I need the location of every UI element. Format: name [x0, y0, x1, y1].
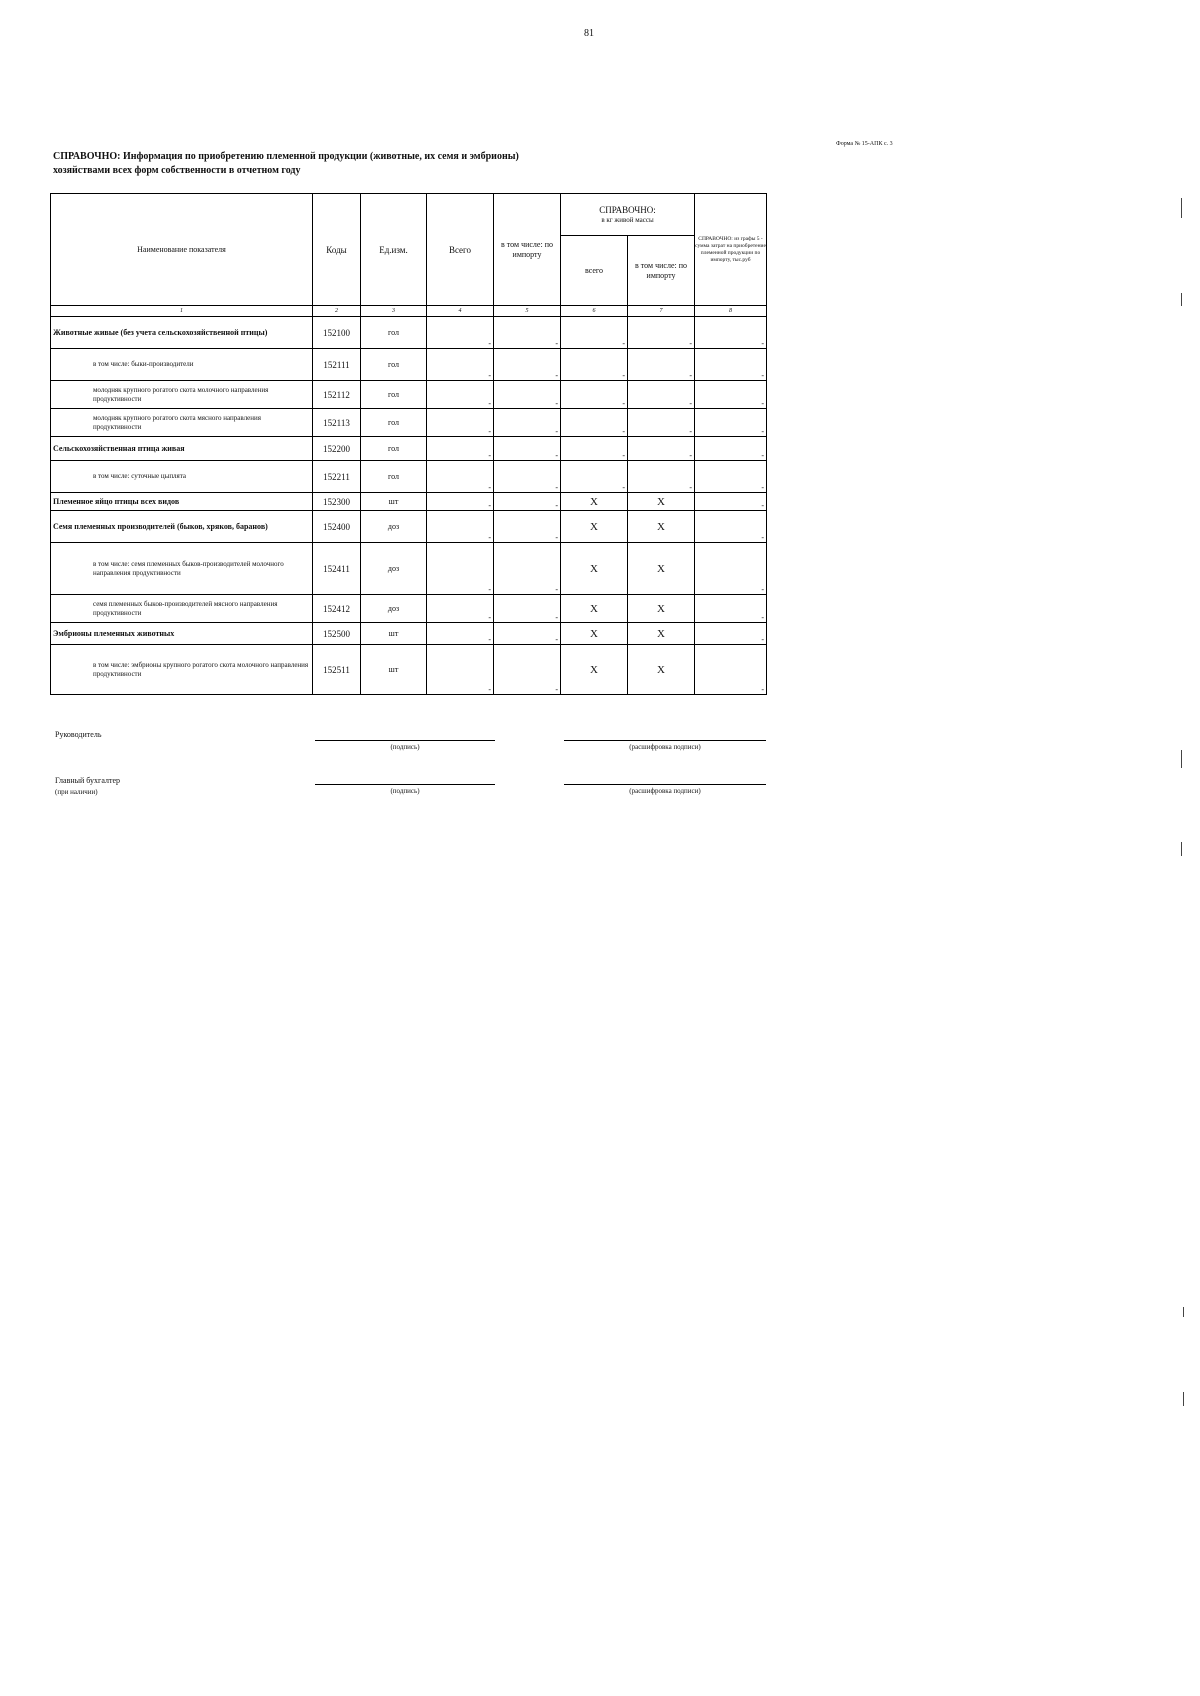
indicator-unit: гол	[361, 349, 427, 381]
accountant-signature-caption: (подпись)	[390, 787, 420, 795]
table-row	[51, 461, 767, 493]
indicator-unit: гол	[361, 461, 427, 493]
value-total: -	[427, 511, 494, 543]
header-total: Всего	[427, 194, 494, 306]
value-total: -	[427, 461, 494, 493]
document-title	[53, 150, 773, 178]
table-row	[51, 493, 767, 511]
indicator-code: 152400	[313, 511, 361, 543]
title-line-1: СПРАВОЧНО: Информация по приобретению племенной продукции (животные, их семя и эмбрионы)	[53, 151, 519, 162]
header-ref-subtitle: в кг живой массы	[601, 215, 654, 224]
value-ref-import: X	[628, 595, 695, 623]
value-total: -	[427, 493, 494, 511]
indicator-name: Сельскохозяйственная птица живая	[51, 437, 313, 461]
value-ref-cost: -	[695, 461, 767, 493]
indicator-name: в том числе: эмбрионы крупного рогатого скота молочного направления продуктивности	[51, 645, 313, 695]
head-decode-line	[564, 740, 766, 741]
table-row	[51, 381, 767, 409]
accountant-note: (при наличии)	[55, 788, 98, 796]
indicator-code: 152211	[313, 461, 361, 493]
table-body	[51, 317, 767, 695]
accountant-decode-line	[564, 784, 766, 785]
scan-mark	[1181, 293, 1182, 306]
value-ref-import: -	[628, 349, 695, 381]
value-ref-import: -	[628, 409, 695, 437]
header-codes: Коды	[313, 194, 361, 306]
indicator-code: 152500	[313, 623, 361, 645]
value-import: -	[494, 493, 561, 511]
indicator-name: в том числе: быки-производители	[51, 349, 313, 381]
scan-mark	[1183, 1392, 1184, 1406]
value-ref-all: X	[561, 623, 628, 645]
value-import: -	[494, 381, 561, 409]
value-import: -	[494, 317, 561, 349]
form-reference: Форма № 15-АПК с. 3	[836, 141, 893, 147]
indicator-unit: гол	[361, 317, 427, 349]
value-ref-import: -	[628, 317, 695, 349]
head-label: Руководитель	[55, 730, 102, 739]
indicator-unit: гол	[361, 409, 427, 437]
value-ref-cost: -	[695, 595, 767, 623]
header-ref-all: всего	[561, 236, 628, 306]
column-number: 3	[361, 306, 427, 317]
indicator-code: 152300	[313, 493, 361, 511]
page-number: 81	[584, 28, 594, 39]
value-ref-cost: -	[695, 645, 767, 695]
indicator-code: 152200	[313, 437, 361, 461]
indicator-name: Животные живые (без учета сельскохозяйственной птицы)	[51, 317, 313, 349]
accountant-signature-line	[315, 784, 495, 785]
indicator-code: 152111	[313, 349, 361, 381]
header-ref-title: СПРАВОЧНО:	[599, 204, 656, 215]
header-import: в том числе: по импорту	[494, 194, 561, 306]
accountant-label: Главный бухгалтер	[55, 776, 120, 785]
value-import: -	[494, 409, 561, 437]
value-ref-import: X	[628, 623, 695, 645]
indicator-name: в том числе: семя племенных быков-производителей молочного направления продуктивности	[51, 543, 313, 595]
value-ref-all: -	[561, 461, 628, 493]
indicator-code: 152511	[313, 645, 361, 695]
column-number: 1	[51, 306, 313, 317]
head-decode-caption: (расшифровка подписи)	[629, 743, 701, 751]
indicator-unit: шт	[361, 493, 427, 511]
column-number: 8	[695, 306, 767, 317]
value-total: -	[427, 645, 494, 695]
table-row	[51, 409, 767, 437]
value-total: -	[427, 543, 494, 595]
indicator-unit: доз	[361, 511, 427, 543]
column-number: 5	[494, 306, 561, 317]
scan-mark	[1183, 1307, 1184, 1317]
indicator-unit: доз	[361, 543, 427, 595]
indicator-code: 152412	[313, 595, 361, 623]
value-import: -	[494, 437, 561, 461]
head-signature-line	[315, 740, 495, 741]
scan-mark	[1181, 198, 1182, 218]
indicator-code: 152411	[313, 543, 361, 595]
indicator-name: молодняк крупного рогатого скота мясного направления продуктивности	[51, 409, 313, 437]
value-import: -	[494, 595, 561, 623]
value-ref-cost: -	[695, 543, 767, 595]
value-import: -	[494, 349, 561, 381]
value-ref-cost: -	[695, 409, 767, 437]
column-number: 4	[427, 306, 494, 317]
value-ref-all: -	[561, 317, 628, 349]
value-ref-all: -	[561, 437, 628, 461]
value-ref-import: X	[628, 645, 695, 695]
value-ref-cost: -	[695, 511, 767, 543]
table-row	[51, 645, 767, 695]
value-ref-all: -	[561, 349, 628, 381]
value-total: -	[427, 409, 494, 437]
indicator-unit: шт	[361, 645, 427, 695]
column-number: 7	[628, 306, 695, 317]
value-total: -	[427, 623, 494, 645]
indicator-code: 152113	[313, 409, 361, 437]
value-ref-cost: -	[695, 317, 767, 349]
value-ref-all: -	[561, 381, 628, 409]
value-ref-cost: -	[695, 349, 767, 381]
value-ref-all: X	[561, 511, 628, 543]
value-ref-import: X	[628, 493, 695, 511]
indicator-unit: доз	[361, 595, 427, 623]
value-ref-cost: -	[695, 623, 767, 645]
header-ref-cost: СПРАВОЧНО: из графы 5 - сумма затрат на приобретение племенной продукции по импорту, тыс.руб	[695, 194, 767, 306]
value-ref-all: X	[561, 595, 628, 623]
table-row	[51, 543, 767, 595]
table-row	[51, 595, 767, 623]
indicator-code: 152100	[313, 317, 361, 349]
scan-mark	[1181, 842, 1182, 856]
value-total: -	[427, 381, 494, 409]
value-import: -	[494, 543, 561, 595]
value-ref-cost: -	[695, 381, 767, 409]
value-import: -	[494, 511, 561, 543]
indicator-name: Племенное яйцо птицы всех видов	[51, 493, 313, 511]
indicator-unit: гол	[361, 381, 427, 409]
indicator-unit: гол	[361, 437, 427, 461]
table-row	[51, 623, 767, 645]
indicator-code: 152112	[313, 381, 361, 409]
indicator-name: в том числе: суточные цыплята	[51, 461, 313, 493]
value-ref-all: -	[561, 409, 628, 437]
value-import: -	[494, 645, 561, 695]
value-ref-all: X	[561, 493, 628, 511]
value-ref-import: -	[628, 381, 695, 409]
header-name: Наименование показателя	[51, 194, 313, 306]
column-number-row	[51, 306, 767, 317]
header-ref-import: в том числе: по импорту	[628, 236, 695, 306]
report-table	[50, 193, 767, 695]
table-row	[51, 511, 767, 543]
table-row	[51, 317, 767, 349]
scan-mark	[1181, 750, 1182, 768]
column-number: 6	[561, 306, 628, 317]
header-unit: Ед.изм.	[361, 194, 427, 306]
indicator-name: семя племенных быков-производителей мясного направления продуктивности	[51, 595, 313, 623]
value-total: -	[427, 349, 494, 381]
value-ref-all: X	[561, 543, 628, 595]
value-ref-import: -	[628, 437, 695, 461]
head-signature-caption: (подпись)	[390, 743, 420, 751]
header-ref-group	[561, 194, 695, 236]
value-ref-cost: -	[695, 437, 767, 461]
indicator-unit: шт	[361, 623, 427, 645]
table-row	[51, 349, 767, 381]
value-import: -	[494, 461, 561, 493]
value-total: -	[427, 595, 494, 623]
value-import: -	[494, 623, 561, 645]
value-ref-import: X	[628, 543, 695, 595]
indicator-name: Эмбрионы племенных животных	[51, 623, 313, 645]
value-ref-cost: -	[695, 493, 767, 511]
value-total: -	[427, 317, 494, 349]
accountant-decode-caption: (расшифровка подписи)	[629, 787, 701, 795]
value-total: -	[427, 437, 494, 461]
value-ref-import: X	[628, 511, 695, 543]
value-ref-all: X	[561, 645, 628, 695]
column-number: 2	[313, 306, 361, 317]
value-ref-import: -	[628, 461, 695, 493]
title-line-2: хозяйствами всех форм собственности в отчетном году	[53, 165, 301, 176]
indicator-name: Семя племенных производителей (быков, хряков, баранов)	[51, 511, 313, 543]
table-row	[51, 437, 767, 461]
indicator-name: молодняк крупного рогатого скота молочного направления продуктивности	[51, 381, 313, 409]
